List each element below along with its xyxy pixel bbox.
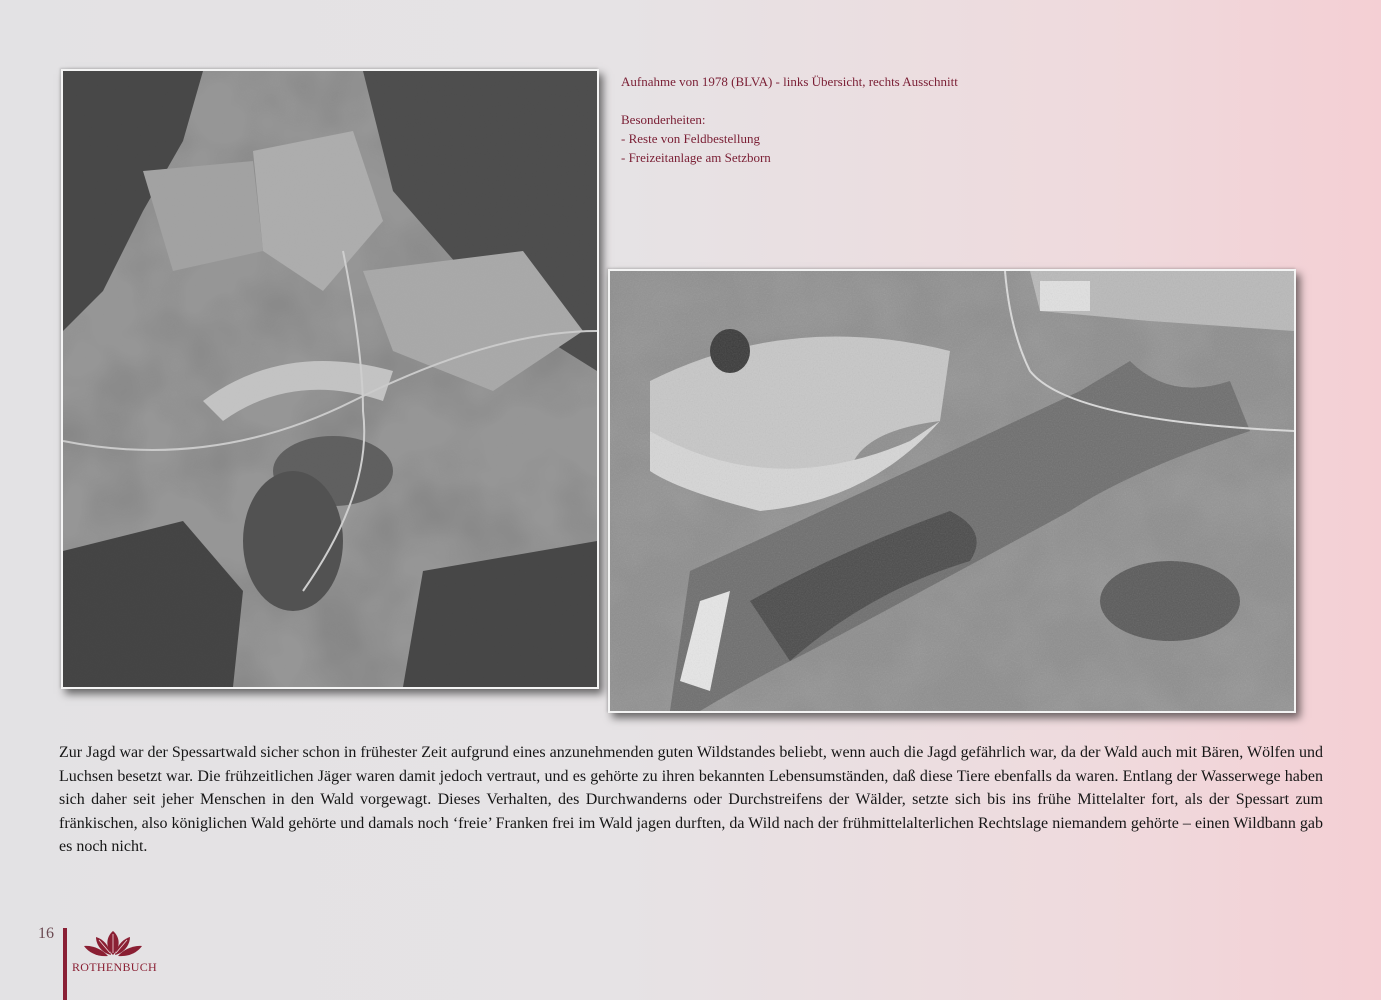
aerial-photo-detail [608,269,1296,713]
body-paragraph: Zur Jagd war der Spessartwald sicher schon in frühester Zeit aufgrund eines anzunehmenden guten Wildstandes beliebt, wenn auch die Jagd gefährlich war, da der Wald auch mit Bären, Wölfen und Luchsen besetzt war. Die frühzeitlichen Jäger waren damit jedoch vertraut, und es gehörte zu ihren bekannten Lebensumständen, daß diese Tiere ebenfalls da waren. Entlang der Wasserwege haben sich daher seit jeher Menschen in den Wald vorgewagt. Dieses Verhalten, des Durchwanderns oder Durchstreifens der Wälder, setzte sich bis ins frühe Mittelalter fort, als der Spessart zum fränkischen, also königlichen Wald gehörte und damals noch ‘freie’ Franken frei im Wald jagen durften, da Wild nach der frühmittelalterlichen Rechtslage niemandem gehörte – einen Wildbann gab es noch nicht. [59,744,1323,856]
caption-list-heading: Besonderheiten: [621,112,706,127]
footer-accent-bar [63,928,67,1000]
aerial-photo-detail-image [610,271,1294,711]
photo-caption [621,72,1261,167]
page-number: 16 [38,925,54,942]
logo-text: ROTHENBUCH [72,960,158,974]
aerial-photo-overview-image [63,71,597,687]
caption-item-2: - Freizeitanlage am Setzborn [621,150,771,165]
caption-title: Aufnahme von 1978 (BLVA) - links Übersicht, rechts Ausschnitt [621,74,958,89]
aerial-photo-overview [61,69,599,689]
caption-item-1: - Reste von Feldbestellung [621,131,761,146]
